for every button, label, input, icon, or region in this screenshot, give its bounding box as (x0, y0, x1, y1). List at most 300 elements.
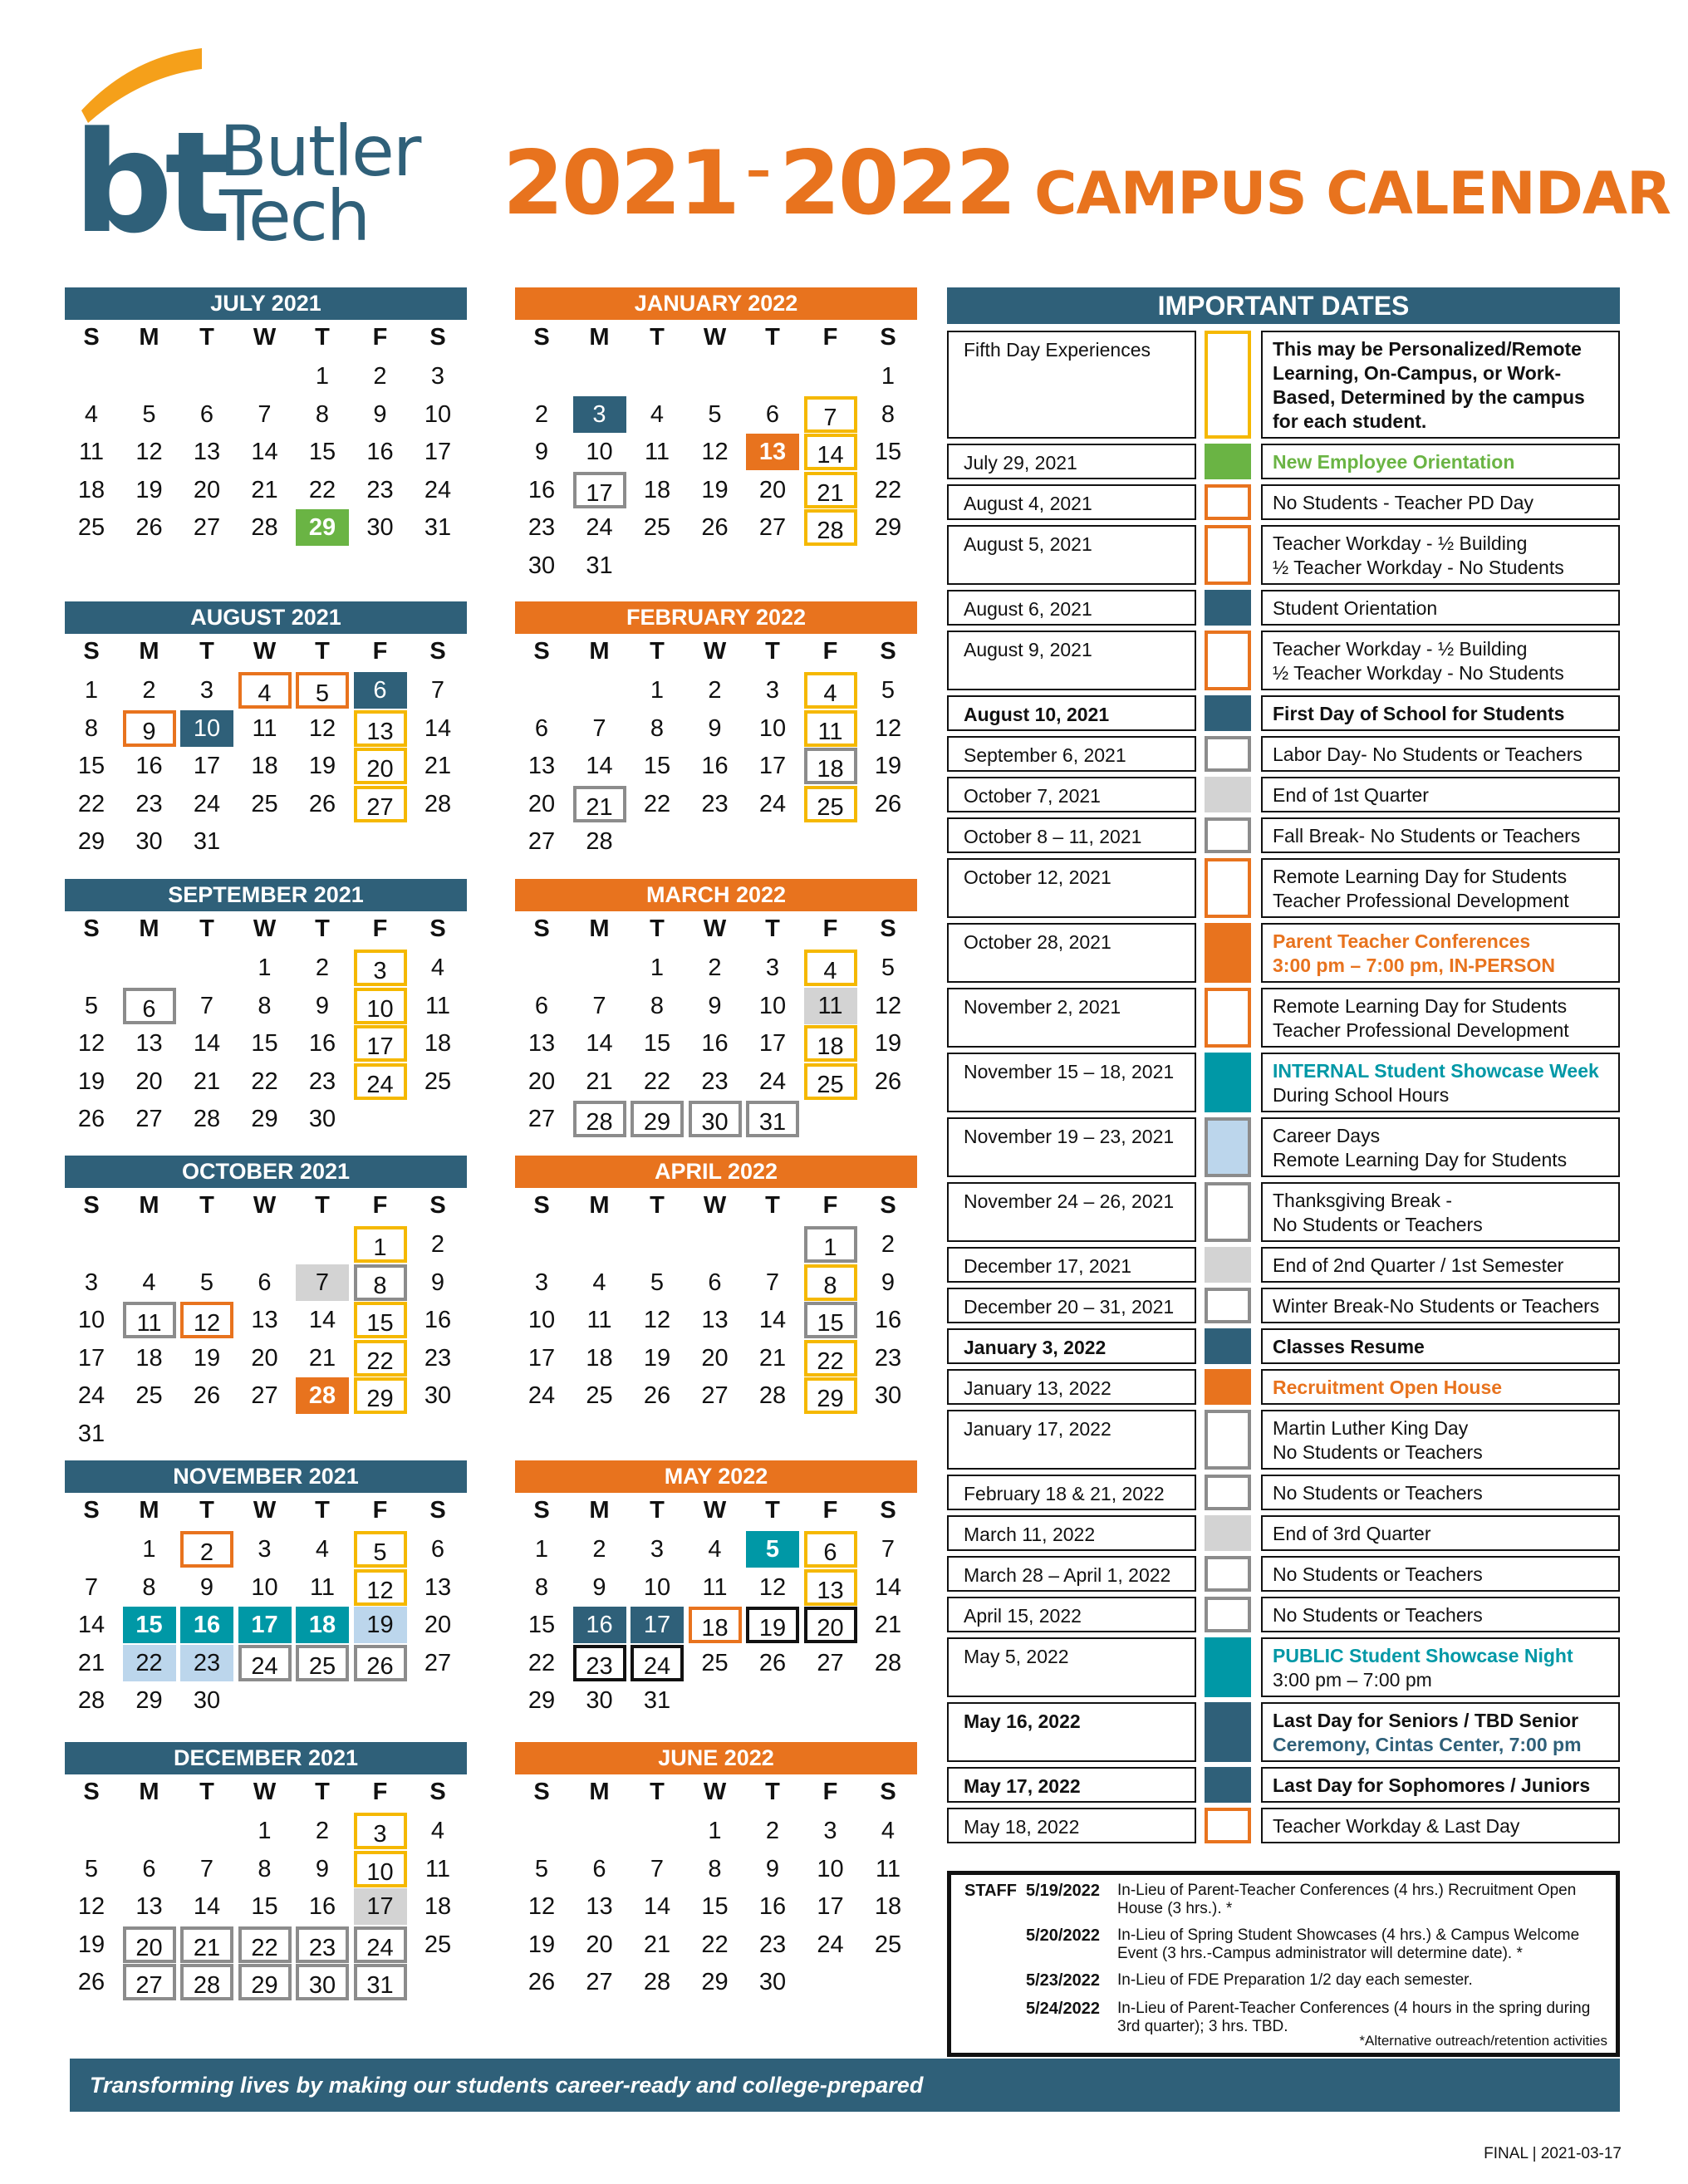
legend-swatch (1205, 777, 1251, 812)
important-date-row (947, 777, 1620, 812)
day-cell: 8 (258, 1855, 272, 1882)
important-date-label: January 13, 2022 (947, 1369, 1196, 1405)
day-cell: 6 (534, 714, 549, 742)
day-cell: 13 (193, 439, 221, 465)
weekday-label: S (83, 1192, 100, 1219)
day-cell: 15 (77, 753, 106, 779)
day-cell: 10 (424, 400, 452, 428)
description-line: First Day of School for Students (1273, 703, 1565, 724)
weekday-label: T (199, 915, 214, 942)
day-cell: 2 (708, 955, 722, 981)
logo-mark: bt (73, 101, 223, 264)
important-date-description (1261, 525, 1620, 585)
weekday-label: T (765, 638, 780, 665)
staff-item-text: In-Lieu of FDE Preparation 1/2 day each semester. (1117, 1971, 1473, 1989)
description-line: Based, Determined by the campus (1273, 386, 1585, 408)
description-line: Labor Day- No Students or Teachers (1273, 744, 1582, 765)
weekday-label: M (589, 324, 610, 351)
weekday-label: T (315, 1497, 330, 1524)
weekday-label: S (880, 1497, 896, 1524)
day-cell: 12 (528, 1893, 556, 1920)
day-cell: 14 (193, 1893, 221, 1920)
month-header: MAY 2022 (515, 1460, 917, 1493)
important-date-label: August 5, 2021 (947, 525, 1196, 585)
day-cell: 15 (308, 439, 336, 465)
day-cell: 23 (366, 476, 394, 503)
day-cell: 2 (534, 400, 549, 428)
day-cell: 25 (643, 514, 671, 541)
day-cell: 11 (804, 710, 857, 747)
day-cell: 30 (874, 1382, 902, 1409)
day-cell: 12 (758, 1573, 787, 1601)
day-cell: 26 (874, 790, 902, 817)
day-cell: 30 (528, 552, 556, 579)
day-cell: 31 (424, 514, 452, 541)
important-date-description (1261, 1808, 1620, 1843)
important-date-label: March 11, 2022 (947, 1515, 1196, 1551)
day-cell: 19 (746, 1607, 799, 1643)
staff-item-date: 5/23/2022 (1026, 1971, 1100, 1990)
day-cell: 22 (123, 1645, 176, 1681)
day-cell: 29 (354, 1377, 407, 1414)
day-cell: 4 (142, 1269, 156, 1296)
day-cell: 5 (296, 672, 349, 709)
day-cell: 26 (528, 1969, 556, 1995)
day-cell: 31 (643, 1687, 671, 1714)
day-cell: 14 (643, 1893, 671, 1920)
day-cell: 22 (251, 1067, 278, 1095)
important-date-label: November 19 – 23, 2021 (947, 1117, 1196, 1177)
description-line: No Students or Teachers (1273, 1441, 1483, 1463)
legend-swatch (1205, 1288, 1251, 1323)
legend-swatch (1205, 1556, 1251, 1592)
day-cell: 1 (650, 677, 665, 704)
weekday-label: T (199, 1497, 214, 1524)
day-cell: 20 (424, 1612, 452, 1638)
day-cell: 17 (573, 472, 626, 508)
day-cell: 5 (84, 1855, 99, 1882)
weekday-label: F (822, 1779, 838, 1805)
day-cell: 4 (592, 1269, 606, 1296)
day-cell: 23 (701, 790, 729, 817)
day-cell: 24 (238, 1645, 292, 1681)
legend-swatch (1205, 525, 1251, 585)
day-cell: 30 (308, 1106, 336, 1132)
important-date-description (1261, 1475, 1620, 1510)
day-cell: 5 (354, 1531, 407, 1568)
day-cell: 15 (643, 1030, 671, 1057)
weekday-label: S (429, 1779, 446, 1805)
day-cell: 16 (528, 476, 556, 503)
day-cell: 4 (430, 955, 445, 981)
day-cell: 31 (586, 552, 613, 579)
weekday-label: F (372, 915, 388, 942)
month-header: JANUARY 2022 (515, 287, 917, 320)
weekday-label: W (253, 324, 277, 351)
legend-swatch (1205, 1053, 1251, 1112)
weekday-label: T (650, 1497, 665, 1524)
day-cell: 1 (354, 1226, 407, 1263)
day-cell: 7 (881, 1536, 896, 1563)
day-cell: 17 (758, 1030, 787, 1057)
day-cell: 25 (701, 1649, 729, 1676)
weekday-label: S (880, 915, 896, 942)
day-cell: 6 (592, 1855, 606, 1882)
weekday-label: S (880, 638, 896, 665)
weekday-label: W (253, 1497, 277, 1524)
weekday-label: M (139, 638, 159, 665)
day-cell: 12 (135, 439, 163, 465)
description-line: No Students - Teacher PD Day (1273, 492, 1534, 513)
day-cell: 11 (875, 1855, 901, 1882)
day-cell: 22 (308, 476, 336, 503)
day-cell: 26 (308, 790, 336, 817)
weekday-label: S (533, 915, 550, 942)
day-cell: 26 (758, 1649, 787, 1676)
day-cell: 27 (528, 1106, 556, 1132)
day-cell: 1 (804, 1226, 857, 1263)
important-date-label: July 29, 2021 (947, 444, 1196, 479)
day-cell: 2 (881, 1231, 896, 1258)
important-date-description (1261, 631, 1620, 690)
description-line: No Students or Teachers (1273, 1604, 1483, 1626)
day-cell: 24 (631, 1645, 684, 1681)
day-cell: 8 (650, 992, 665, 1019)
important-date-row (947, 444, 1620, 479)
day-cell: 5 (746, 1531, 799, 1568)
day-cell: 11 (804, 988, 857, 1024)
weekday-label: T (765, 1192, 780, 1219)
important-date-row (947, 1182, 1620, 1242)
important-date-row (947, 923, 1620, 983)
page-title (503, 132, 1671, 234)
title-year-end: 2022 (779, 132, 1015, 234)
weekday-label: W (703, 638, 727, 665)
day-cell: 19 (354, 1607, 407, 1643)
day-cell: 6 (199, 400, 214, 428)
important-date-description (1261, 1053, 1620, 1112)
description-line: Last Day for Seniors / TBD Senior (1273, 1710, 1579, 1731)
day-cell: 15 (123, 1607, 176, 1643)
day-cell: 18 (874, 1893, 902, 1920)
day-cell: 16 (308, 1893, 336, 1920)
staff-item-date: 5/19/2022 (1026, 1882, 1100, 1900)
day-cell: 3 (354, 1813, 407, 1849)
weekday-label: S (880, 1779, 896, 1805)
day-cell: 7 (592, 714, 606, 742)
day-cell: 20 (804, 1607, 857, 1643)
day-cell: 26 (135, 514, 163, 541)
weekday-label: M (589, 1192, 610, 1219)
description-line: This may be Personalized/Remote (1273, 338, 1582, 360)
day-cell: 7 (258, 400, 272, 428)
day-cell: 30 (135, 828, 163, 855)
legend-swatch (1205, 736, 1251, 772)
important-date-label: December 20 – 31, 2021 (947, 1288, 1196, 1323)
day-cell: 1 (534, 1536, 549, 1563)
description-line: Fall Break- No Students or Teachers (1273, 825, 1581, 847)
day-cell: 5 (708, 400, 722, 428)
staff-notes (947, 1871, 1620, 2057)
day-cell: 15 (804, 1302, 857, 1338)
day-cell: 8 (881, 400, 896, 428)
day-cell: 18 (689, 1607, 742, 1643)
legend-swatch (1205, 1369, 1251, 1405)
day-cell: 28 (193, 1106, 221, 1132)
day-cell: 10 (77, 1307, 106, 1333)
description-line: Career Days (1273, 1125, 1381, 1146)
day-cell: 28 (251, 514, 278, 541)
day-cell: 13 (701, 1307, 729, 1333)
legend-swatch (1205, 631, 1251, 690)
important-date-label: October 28, 2021 (947, 923, 1196, 983)
weekday-label: S (880, 1192, 896, 1219)
important-date-row (947, 1637, 1620, 1697)
weekday-label: T (199, 1192, 214, 1219)
day-cell: 1 (84, 677, 99, 704)
important-date-label: August 10, 2021 (947, 695, 1196, 731)
day-cell: 9 (534, 439, 549, 465)
day-cell: 23 (758, 1931, 787, 1958)
day-cell: 2 (315, 955, 330, 981)
legend-swatch (1205, 590, 1251, 626)
day-cell: 5 (84, 992, 99, 1019)
day-cell: 10 (817, 1855, 844, 1882)
day-cell: 23 (874, 1344, 902, 1372)
description-line: Remote Learning Day for Students (1273, 866, 1568, 887)
weekday-label: T (199, 638, 214, 665)
important-date-label: October 7, 2021 (947, 777, 1196, 812)
legend-swatch (1205, 1328, 1251, 1364)
legend-swatch (1205, 1182, 1251, 1242)
weekday-label: W (703, 1779, 727, 1805)
day-cell: 8 (804, 1264, 857, 1301)
day-cell: 6 (258, 1269, 272, 1296)
important-date-row (947, 1702, 1620, 1762)
day-cell: 3 (84, 1269, 99, 1296)
important-date-label: August 6, 2021 (947, 590, 1196, 626)
day-cell: 8 (315, 400, 330, 428)
description-line: New Employee Orientation (1273, 451, 1515, 473)
day-cell: 27 (817, 1649, 844, 1676)
description-line: Teacher Professional Development (1273, 890, 1569, 911)
important-date-row (947, 1053, 1620, 1112)
description-line: Remote Learning Day for Students (1273, 1149, 1568, 1171)
day-cell: 24 (354, 1926, 407, 1963)
important-date-row (947, 1556, 1620, 1592)
day-cell: 3 (258, 1536, 272, 1563)
day-cell: 19 (193, 1344, 221, 1372)
day-cell: 12 (77, 1030, 106, 1057)
day-cell: 15 (354, 1302, 407, 1338)
day-cell: 24 (424, 476, 452, 503)
important-date-description (1261, 331, 1620, 439)
weekday-label: F (822, 1192, 838, 1219)
weekday-label: W (253, 1192, 277, 1219)
description-line: Winter Break-No Students or Teachers (1273, 1295, 1600, 1317)
important-date-label: March 28 – April 1, 2022 (947, 1556, 1196, 1592)
important-date-row (947, 988, 1620, 1048)
month-june-2022 (515, 1742, 917, 2074)
weekday-label: S (83, 638, 100, 665)
day-cell: 26 (643, 1382, 671, 1409)
day-cell: 31 (77, 1420, 106, 1447)
day-cell: 25 (586, 1382, 613, 1409)
important-date-row (947, 1808, 1620, 1843)
important-date-row (947, 1475, 1620, 1510)
legend-swatch (1205, 1637, 1251, 1697)
day-cell: 7 (765, 1269, 780, 1296)
weekday-label: M (589, 1779, 610, 1805)
day-cell: 16 (135, 753, 163, 779)
day-cell: 17 (354, 1025, 407, 1062)
day-cell: 22 (701, 1931, 729, 1958)
month-header: MARCH 2022 (515, 879, 917, 911)
description-line: Teacher Workday - ½ Building (1273, 638, 1528, 660)
day-cell: 20 (586, 1931, 613, 1958)
day-cell: 17 (528, 1344, 556, 1372)
weekday-label: T (765, 324, 780, 351)
day-cell: 21 (180, 1926, 233, 1963)
important-date-row (947, 331, 1620, 439)
weekday-label: M (589, 1497, 610, 1524)
day-cell: 6 (804, 1531, 857, 1568)
weekday-label: M (589, 915, 610, 942)
important-date-row (947, 817, 1620, 853)
day-cell: 25 (804, 1063, 857, 1100)
important-date-label: December 17, 2021 (947, 1247, 1196, 1283)
important-date-description (1261, 1556, 1620, 1592)
day-cell: 12 (308, 714, 336, 742)
staff-item-date: 5/20/2022 (1026, 1926, 1100, 1945)
legend-swatch (1205, 484, 1251, 520)
day-cell: 27 (586, 1969, 613, 1995)
day-cell: 1 (258, 1818, 272, 1844)
important-date-label: Fifth Day Experiences (947, 331, 1196, 439)
day-cell: 23 (424, 1344, 452, 1372)
day-cell: 27 (193, 514, 221, 541)
important-date-label: November 2, 2021 (947, 988, 1196, 1048)
day-cell: 3 (765, 955, 780, 981)
day-cell: 25 (296, 1645, 349, 1681)
day-cell: 17 (193, 753, 221, 779)
day-cell: 29 (874, 514, 902, 541)
day-cell: 3 (650, 1536, 665, 1563)
weekday-label: T (650, 1779, 665, 1805)
day-cell: 19 (77, 1931, 106, 1958)
day-cell: 21 (77, 1649, 106, 1676)
day-cell: 11 (586, 1307, 612, 1333)
day-cell: 4 (430, 1818, 445, 1844)
day-cell: 14 (424, 714, 452, 742)
important-date-description (1261, 1369, 1620, 1405)
day-cell: 19 (874, 753, 902, 779)
day-cell: 16 (573, 1607, 626, 1643)
day-cell: 13 (354, 710, 407, 747)
day-cell: 13 (251, 1307, 278, 1333)
day-cell: 22 (528, 1649, 556, 1676)
day-cell: 18 (424, 1030, 452, 1057)
day-cell: 26 (77, 1969, 106, 1995)
important-date-description (1261, 444, 1620, 479)
description-line: Student Orientation (1273, 597, 1438, 619)
important-date-label: January 3, 2022 (947, 1328, 1196, 1364)
legend-swatch (1205, 695, 1251, 731)
important-date-description (1261, 1767, 1620, 1803)
day-cell: 30 (424, 1382, 452, 1409)
important-date-description (1261, 1515, 1620, 1551)
month-july-2021 (65, 287, 467, 619)
important-date-description (1261, 1288, 1620, 1323)
day-cell: 14 (308, 1307, 336, 1333)
day-cell: 19 (135, 476, 163, 503)
important-date-row (947, 1369, 1620, 1405)
important-date-row (947, 1597, 1620, 1632)
day-cell: 8 (534, 1573, 549, 1601)
day-cell: 12 (180, 1302, 233, 1338)
staff-item-text: In-Lieu of Spring Student Showcases (4 hrs.) & Campus Welcome Event (3 hrs.-Campus administrator will determine date). * (1117, 1926, 1580, 1962)
month-december-2021 (65, 1742, 467, 2074)
important-date-description (1261, 1182, 1620, 1242)
day-cell: 19 (77, 1067, 106, 1095)
day-cell: 30 (586, 1687, 613, 1714)
description-line: Ceremony, Cintas Center, 7:00 pm (1273, 1734, 1582, 1755)
day-cell: 26 (193, 1382, 221, 1409)
day-cell: 6 (708, 1269, 722, 1296)
important-date-label: April 15, 2022 (947, 1597, 1196, 1632)
important-date-label: September 6, 2021 (947, 736, 1196, 772)
title-dash: – (746, 141, 772, 199)
day-cell: 1 (142, 1536, 156, 1563)
day-cell: 21 (804, 472, 857, 508)
day-cell: 2 (430, 1231, 445, 1258)
day-cell: 14 (193, 1030, 221, 1057)
day-cell: 11 (252, 714, 277, 742)
day-cell: 18 (77, 476, 106, 503)
weekday-label: W (253, 638, 277, 665)
weekday-label: S (533, 638, 550, 665)
day-cell: 25 (424, 1931, 452, 1958)
important-date-row (947, 590, 1620, 626)
day-cell: 27 (135, 1106, 163, 1132)
description-line: ½ Teacher Workday - No Students (1273, 557, 1564, 578)
weekday-label: S (429, 1497, 446, 1524)
day-cell: 4 (804, 672, 857, 709)
weekday-label: M (139, 915, 159, 942)
day-cell: 25 (874, 1931, 902, 1958)
day-cell: 10 (586, 439, 613, 465)
day-cell: 19 (308, 753, 336, 779)
important-date-label: November 24 – 26, 2021 (947, 1182, 1196, 1242)
day-cell: 11 (424, 1855, 451, 1882)
day-cell: 11 (424, 992, 451, 1019)
day-cell: 9 (430, 1269, 445, 1296)
day-cell: 20 (528, 1067, 556, 1095)
day-cell: 21 (424, 753, 452, 779)
day-cell: 15 (251, 1893, 278, 1920)
important-date-row (947, 484, 1620, 520)
day-cell: 18 (586, 1344, 613, 1372)
day-cell: 9 (315, 992, 330, 1019)
day-cell: 5 (142, 400, 156, 428)
day-cell: 3 (430, 363, 445, 390)
day-cell: 12 (874, 714, 902, 742)
staff-item-text: In-Lieu of Parent-Teacher Conferences (4 hours in the spring during 3rd quarter); 3 hrs. TBD. (1117, 2000, 1591, 2035)
day-cell: 17 (817, 1893, 844, 1920)
description-line: End of 1st Quarter (1273, 784, 1429, 806)
day-cell: 25 (77, 514, 106, 541)
weekday-label: S (429, 324, 446, 351)
